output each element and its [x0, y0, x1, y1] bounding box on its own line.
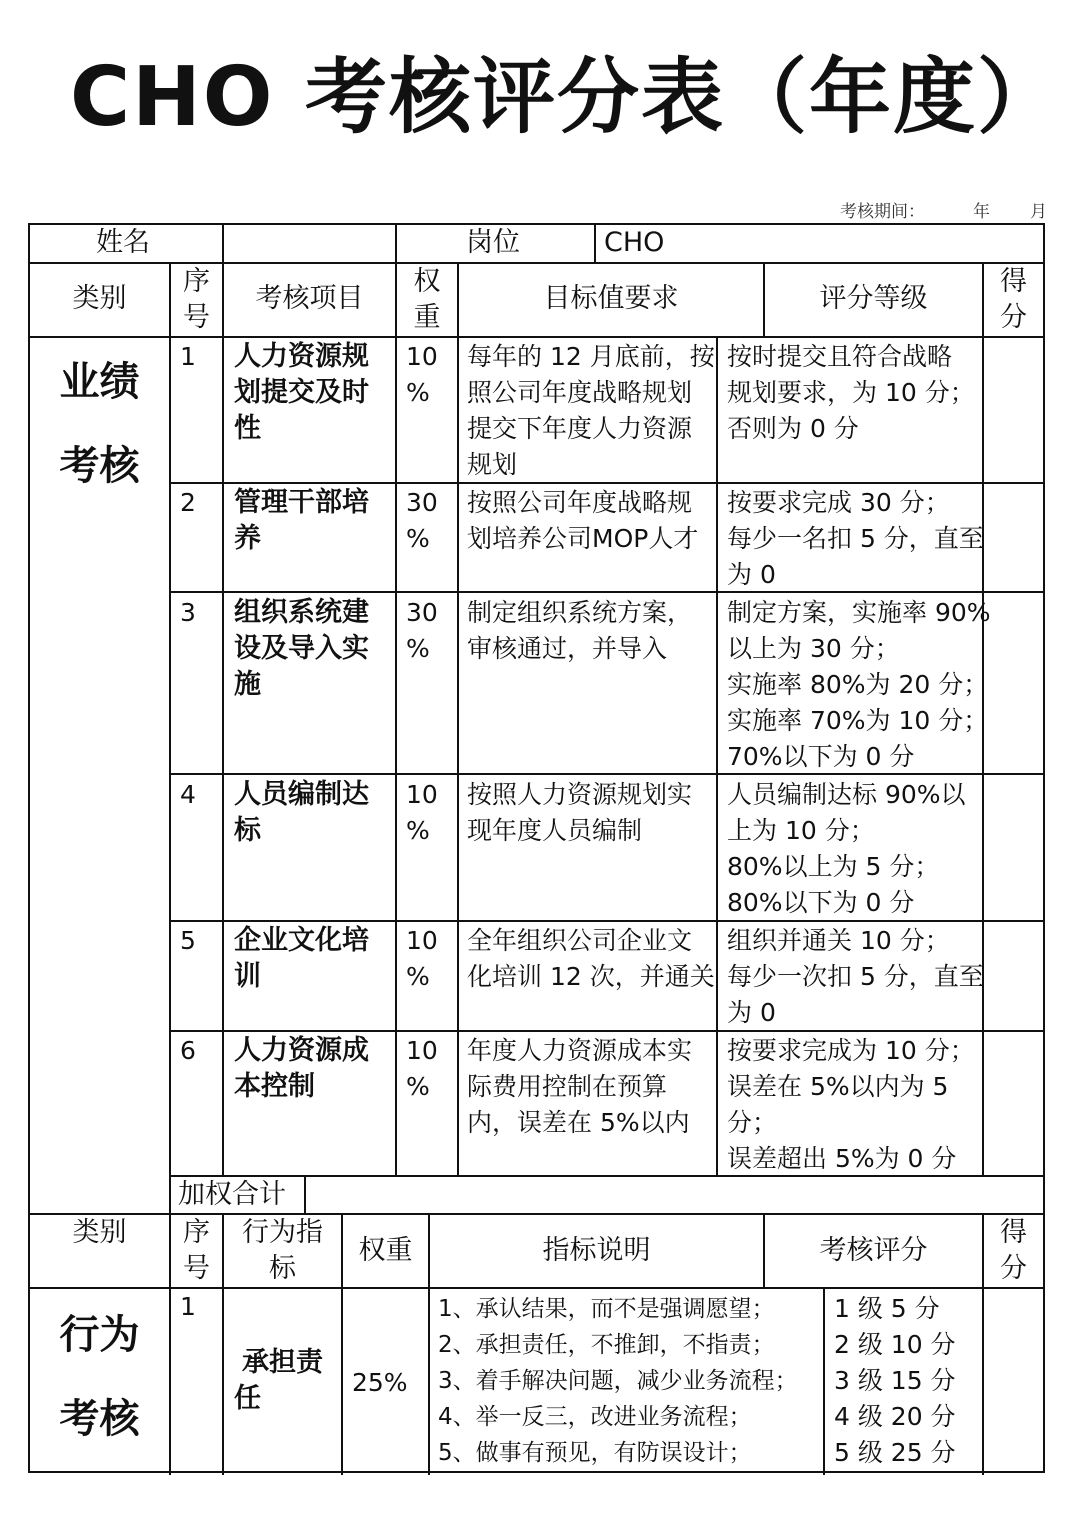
beh-row-rating: 3 级 15 分: [834, 1366, 956, 1395]
perf-header-target: 目标值要求: [543, 283, 679, 314]
perf-row-item: 设及导入实: [234, 633, 369, 664]
perf-row-item: 划提交及时: [234, 377, 369, 408]
perf-row-item: 人员编制达: [234, 779, 369, 810]
perf-row-weight: 30: [406, 488, 438, 517]
perf-row-item: 人力资源成: [234, 1035, 369, 1066]
perf-row-item: 管理干部培: [234, 487, 369, 518]
beh-header-weight: 权重: [358, 1235, 413, 1266]
rule: [222, 225, 224, 262]
perf-row-target: 审核通过，并导入: [467, 634, 668, 663]
perf-row-target: 全年组织公司企业文: [467, 926, 693, 955]
perf-row-seq: 1: [180, 342, 196, 371]
beh-category-2: 考核: [59, 1396, 140, 1442]
perf-row-grading: 按要求完成为 10 分；: [727, 1036, 975, 1065]
beh-row-rating: 2 级 10 分: [834, 1330, 956, 1359]
rule: [716, 336, 718, 1175]
perf-row-weight: 10: [406, 342, 438, 371]
perf-row-weight: 10: [406, 926, 438, 955]
perf-row-target: 规划: [467, 450, 518, 479]
post-value: CHO: [604, 227, 665, 258]
perf-row-item: 组织系统建: [234, 597, 369, 628]
beh-header-indicator-1: 行为指: [242, 1217, 323, 1248]
perf-row-grading: 误差在 5%以内为 5: [727, 1072, 949, 1101]
perf-header-weight-2: 重: [413, 302, 441, 333]
perf-row-target: 按照人力资源规划实: [467, 780, 693, 809]
weighted-total-label: 加权合计: [178, 1179, 286, 1210]
perf-row-grading: 实施率 80%为 20 分；: [727, 670, 989, 699]
beh-header-rating: 考核评分: [819, 1235, 928, 1266]
beh-header-indicator-2: 标: [269, 1253, 296, 1284]
perf-row-target: 划培养公司MOP人才: [467, 524, 699, 553]
perf-row-target: 现年度人员编制: [467, 816, 643, 845]
perf-row-item: 性: [234, 413, 261, 444]
beh-row-rating: 4 级 20 分: [834, 1402, 956, 1431]
period-label: 考核期间：: [840, 202, 925, 222]
rule: [222, 262, 224, 1175]
perf-header-seq-2: 号: [183, 302, 210, 333]
perf-row-item: 施: [234, 669, 261, 700]
perf-row-seq: 6: [180, 1036, 196, 1065]
perf-row-item: 养: [234, 523, 261, 554]
rule: [395, 225, 397, 262]
perf-row-seq: 3: [180, 598, 196, 627]
beh-row-description: 1、承认结果，而不是强调愿望；: [438, 1296, 775, 1322]
perf-row-target: 按照公司年度战略规: [467, 488, 693, 517]
beh-row-description: 4、举一反三，改进业务流程；: [438, 1404, 752, 1430]
perf-row-grading: 每少一名扣 5 分，直至: [727, 524, 984, 553]
perf-row-item: 训: [234, 961, 261, 992]
perf-header-seq-1: 序: [183, 266, 210, 297]
rule: [395, 262, 397, 1175]
perf-row-weight: %: [406, 524, 430, 553]
perf-row-weight: 10: [406, 1036, 438, 1065]
perf-category-2: 考核: [59, 443, 140, 489]
rule: [169, 1030, 1043, 1032]
perf-row-grading: 按时提交且符合战略: [727, 342, 953, 371]
beh-row-rating: 1 级 5 分: [834, 1294, 940, 1323]
perf-row-weight: 10: [406, 780, 438, 809]
period-year: 年: [973, 202, 990, 222]
rule: [169, 482, 1043, 484]
perf-row-grading: 上为 10 分；: [727, 816, 875, 845]
beh-row-weight: 25%: [352, 1368, 408, 1397]
beh-row-description: 2、承担责任，不推卸，不指责；: [438, 1332, 775, 1358]
rule: [457, 262, 459, 1175]
beh-row-indicator: 任: [234, 1383, 261, 1414]
beh-row-description: 5、做事有预见，有防误设计；: [438, 1440, 752, 1466]
beh-header-description: 指标说明: [542, 1235, 651, 1266]
perf-header-category: 类别: [72, 283, 127, 314]
perf-row-grading: 分；: [727, 1108, 778, 1137]
rule: [169, 262, 171, 1475]
beh-header-seq-1: 序: [183, 1217, 210, 1248]
perf-row-seq: 4: [180, 780, 196, 809]
perf-row-grading: 70%以下为 0 分: [727, 742, 915, 771]
perf-header-weight-1: 权: [413, 266, 441, 297]
post-label: 岗位: [466, 227, 520, 258]
perf-row-grading: 实施率 70%为 10 分；: [727, 706, 989, 735]
perf-row-seq: 2: [180, 488, 196, 517]
perf-row-grading: 每少一次扣 5 分，直至: [727, 962, 984, 991]
perf-row-target: 每年的 12 月底前，按: [467, 342, 715, 371]
beh-row-seq: 1: [180, 1292, 196, 1321]
perf-row-grading: 组织并通关 10 分；: [727, 926, 950, 955]
beh-header-seq-2: 号: [183, 1253, 210, 1284]
perf-row-target: 照公司年度战略规划: [467, 378, 693, 407]
assessment-table: [28, 223, 1045, 1473]
perf-category-1: 业绩: [59, 359, 140, 405]
perf-row-grading: 人员编制达标 90%以: [727, 780, 966, 809]
rule: [169, 591, 1043, 593]
perf-row-grading: 为 0: [727, 998, 776, 1027]
beh-category-1: 行为: [59, 1312, 140, 1358]
beh-row-description: 3、着手解决问题，减少业务流程；: [438, 1368, 798, 1394]
perf-row-grading: 80%以下为 0 分: [727, 888, 915, 917]
perf-row-target: 化培训 12 次，并通关: [467, 962, 715, 991]
perf-row-grading: 否则为 0 分: [727, 414, 859, 443]
rule: [30, 336, 1043, 338]
perf-row-weight: %: [406, 816, 430, 845]
perf-row-target: 际费用控制在预算: [467, 1072, 668, 1101]
perf-row-item: 企业文化培: [234, 925, 369, 956]
perf-row-seq: 5: [180, 926, 196, 955]
perf-row-grading: 为 0: [727, 560, 776, 589]
page-title: CHO 考核评分表（年度）: [70, 50, 1062, 145]
perf-row-item: 本控制: [234, 1071, 315, 1102]
assessment-period: [840, 197, 1047, 222]
perf-row-weight: %: [406, 1072, 430, 1101]
perf-row-weight: 30: [406, 598, 438, 627]
beh-header-score-1: 得: [1000, 1217, 1027, 1248]
perf-header-item: 考核项目: [255, 283, 364, 314]
beh-header-category: 类别: [72, 1217, 127, 1248]
perf-row-grading: 误差超出 5%为 0 分: [727, 1144, 957, 1173]
rule: [594, 225, 596, 262]
rule: [823, 1287, 825, 1475]
perf-header-score-1: 得: [1000, 266, 1027, 297]
period-month: 月: [1030, 202, 1047, 222]
perf-row-target: 制定组织系统方案，: [467, 598, 693, 627]
rule: [304, 1175, 306, 1213]
perf-row-weight: %: [406, 962, 430, 991]
perf-row-grading: 制定方案，实施率 90%: [727, 598, 991, 627]
beh-row-indicator: 承担责: [242, 1347, 323, 1378]
perf-row-grading: 80%以上为 5 分；: [727, 852, 940, 881]
beh-row-rating: 5 级 25 分: [834, 1438, 956, 1467]
perf-row-target: 内，误差在 5%以内: [467, 1108, 690, 1137]
perf-row-item: 标: [234, 815, 261, 846]
perf-header-score-2: 分: [1000, 302, 1027, 333]
perf-row-grading: 按要求完成 30 分；: [727, 488, 950, 517]
perf-row-weight: %: [406, 378, 430, 407]
perf-row-target: 年度人力资源成本实: [467, 1036, 693, 1065]
perf-row-grading: 规划要求，为 10 分；: [727, 378, 975, 407]
perf-header-grading: 评分等级: [819, 283, 928, 314]
perf-row-item: 人力资源规: [234, 341, 369, 372]
perf-row-weight: %: [406, 634, 430, 663]
perf-row-grading: 以上为 30 分；: [727, 634, 900, 663]
beh-header-score-2: 分: [1000, 1253, 1027, 1284]
name-label: 姓名: [96, 227, 150, 258]
perf-row-target: 提交下年度人力资源: [467, 414, 693, 443]
